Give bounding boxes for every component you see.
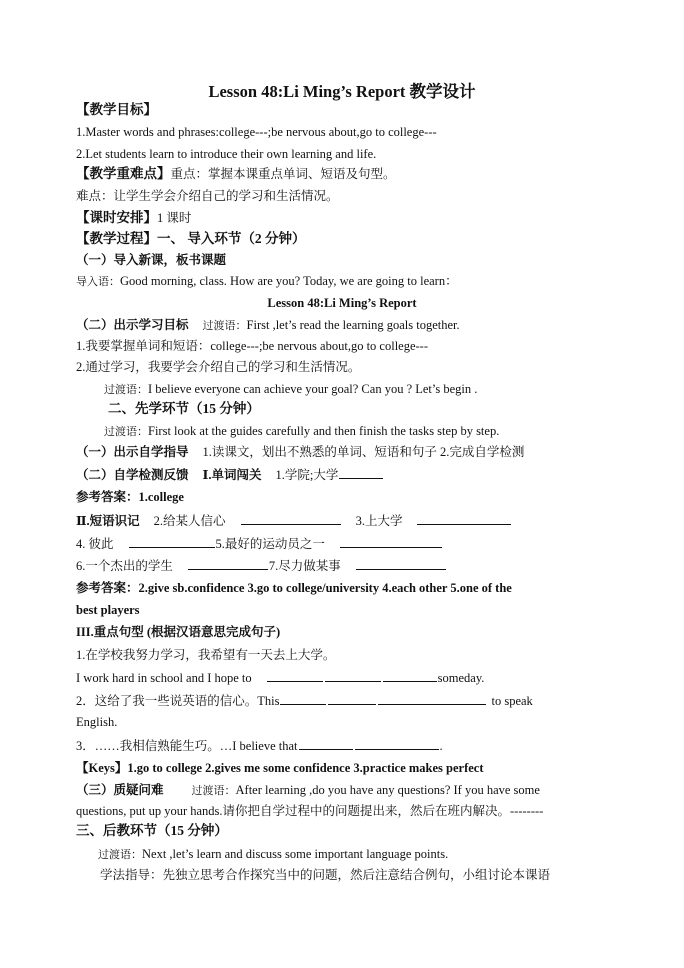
key-points-line xyxy=(76,166,396,182)
step-2-line xyxy=(76,317,460,334)
sentence-1-en xyxy=(76,669,484,686)
sentence-2-en-b: to speak xyxy=(491,694,533,708)
sentence-2-en-c: English. xyxy=(76,715,118,729)
schedule-line xyxy=(76,210,191,226)
phrase-heading: Ⅱ.短语识记 xyxy=(76,514,140,528)
section-3-transition xyxy=(98,846,448,863)
question-heading: （三）质疑问难 xyxy=(76,783,164,797)
section-3-transition-label: 过渡语： xyxy=(98,849,142,861)
method-guide: 学法指导：先独立思考合作探究当中的问题，然后注意结合例句，小组讨论本课语 xyxy=(100,868,551,882)
blank xyxy=(378,692,486,705)
step-2-heading: （二）出示学习目标 xyxy=(76,318,189,332)
blank xyxy=(325,669,381,682)
blank xyxy=(241,512,341,525)
blank xyxy=(129,535,215,548)
section-3-heading: 三、后教环节（15 分钟） xyxy=(76,823,228,838)
objectives-heading: 【教学目标】 xyxy=(76,102,157,117)
blank xyxy=(383,669,437,682)
phrase-line-2 xyxy=(76,535,443,552)
sentence-2-cn: 2．这给了我一些说英语的信心。This xyxy=(76,694,280,708)
difficult-point: 难点：让学生学会介绍自己的学习和生活情况。 xyxy=(76,189,339,203)
page-title: Lesson 48:Li Ming’s Report 教学设计 xyxy=(208,82,476,101)
key-point-text: 重点：掌握本课重点单词、短语及句型。 xyxy=(170,167,396,181)
phrase-question-3: 3.上大学 xyxy=(355,514,403,528)
sentence-1-cn: 1.在学校我努力学习，我希望有一天去上大学。 xyxy=(76,648,336,662)
phrase-question-2: 2.给某人信心 xyxy=(153,514,226,528)
blank xyxy=(188,557,268,570)
sentence-1-en-a: I work hard in school and I hope to xyxy=(76,671,252,685)
blank xyxy=(340,535,442,548)
transition-label: 过渡语： xyxy=(202,320,247,332)
section-2-transition-label: 过渡语： xyxy=(104,426,148,438)
answer-2-line-1: 参考答案：2.give sb.confidence 3.go to college/university 4.each other 5.one of the xyxy=(76,581,512,595)
key-points-heading: 【教学重难点】 xyxy=(76,166,171,181)
lesson-title: Lesson 48:Li Ming’s Report xyxy=(267,296,417,310)
guide-line xyxy=(76,444,524,460)
process-line xyxy=(76,231,306,247)
question-text-2: questions, put up your hands.请你把自学过程中的问题提出来，然后在班内解决。-------- xyxy=(76,804,544,818)
section-3-transition-text: Next ,let’s learn and discuss some important language points. xyxy=(142,847,449,861)
blank xyxy=(267,669,323,682)
check-sub: Ⅰ.单词闯关 xyxy=(202,468,262,482)
step-1-heading: （一）导入新课，板书课题 xyxy=(76,253,227,267)
objective-item-2: 2.Let students learn to introduce their own learning and life. xyxy=(76,147,377,161)
question-text-1: After learning ,do you have any questions? If you have some xyxy=(235,783,540,797)
lead-in-line xyxy=(76,273,458,290)
transition-2-line xyxy=(104,381,477,398)
blank xyxy=(328,692,376,705)
lead-label: 导入语： xyxy=(76,276,120,288)
phrase-question-4: 4. 彼此 xyxy=(76,537,114,551)
transition-2-label: 过渡语： xyxy=(104,384,148,396)
objective-item-1: 1.Master words and phrases:college---;be nervous about,go to college--- xyxy=(76,125,437,139)
transition-2-text: I believe everyone can achieve your goal? Can you ? Let’s begin . xyxy=(148,382,478,396)
sentence-1-en-b: someday. xyxy=(437,671,485,685)
sentence-3-b: . xyxy=(439,739,443,753)
goal-1: 1.我要掌握单词和短语：college---;be nervous about,go to college--- xyxy=(76,339,428,353)
answer-1: 参考答案：1.college xyxy=(76,490,184,504)
guide-text: 1.读课文，划出不熟悉的单词、短语和句子 2.完成自学检测 xyxy=(202,445,525,459)
keys-line: 【Keys】1.go to college 2.gives me some confidence 3.practice makes perfect xyxy=(76,761,484,775)
question-line-1 xyxy=(76,782,540,799)
blank xyxy=(299,737,353,750)
sentence-2 xyxy=(76,692,533,709)
sentence-3-a: 3．……我相信熟能生巧。…I believe that xyxy=(76,739,298,753)
answer-2-line-2: best players xyxy=(76,603,140,617)
blank xyxy=(280,692,326,705)
phrase-question-7: 7.尽力做某事 xyxy=(268,559,341,573)
check-question-1: 1.学院;大学 xyxy=(275,468,339,482)
section-2-transition xyxy=(104,423,499,440)
guide-heading: （一）出示自学指导 xyxy=(76,445,189,459)
phrase-line-3 xyxy=(76,557,447,574)
lead-text: Good morning, class. How are you? Today, we are going to learn： xyxy=(120,274,458,288)
phrase-line-1 xyxy=(76,512,512,529)
check-heading: （二）自学检测反馈 xyxy=(76,468,189,482)
goal-2: 2.通过学习，我要学会介绍自己的学习和生活情况。 xyxy=(76,360,361,374)
phrase-question-6: 6.一个杰出的学生 xyxy=(76,559,173,573)
blank xyxy=(339,466,383,479)
check-line xyxy=(76,466,384,483)
sentence-heading: III.重点句型 (根据汉语意思完成句子) xyxy=(76,625,281,639)
blank xyxy=(355,737,439,750)
question-transition-label: 过渡语： xyxy=(191,785,236,797)
process-heading: 【教学过程】 xyxy=(76,231,157,246)
section-1-heading: 一、 导入环节（2 分钟） xyxy=(157,231,306,246)
section-2-heading: 二、先学环节（15 分钟） xyxy=(108,401,260,416)
blank xyxy=(356,557,446,570)
blank xyxy=(417,512,511,525)
section-2-transition-text: First look at the guides carefully and then finish the tasks step by step. xyxy=(148,424,500,438)
schedule-heading: 【课时安排】 xyxy=(76,210,157,225)
sentence-3 xyxy=(76,737,443,754)
transition-text: First ,let’s read the learning goals together. xyxy=(246,318,460,332)
phrase-question-5: 5.最好的运动员之一 xyxy=(215,537,325,551)
schedule-value: 1 课时 xyxy=(157,211,192,225)
